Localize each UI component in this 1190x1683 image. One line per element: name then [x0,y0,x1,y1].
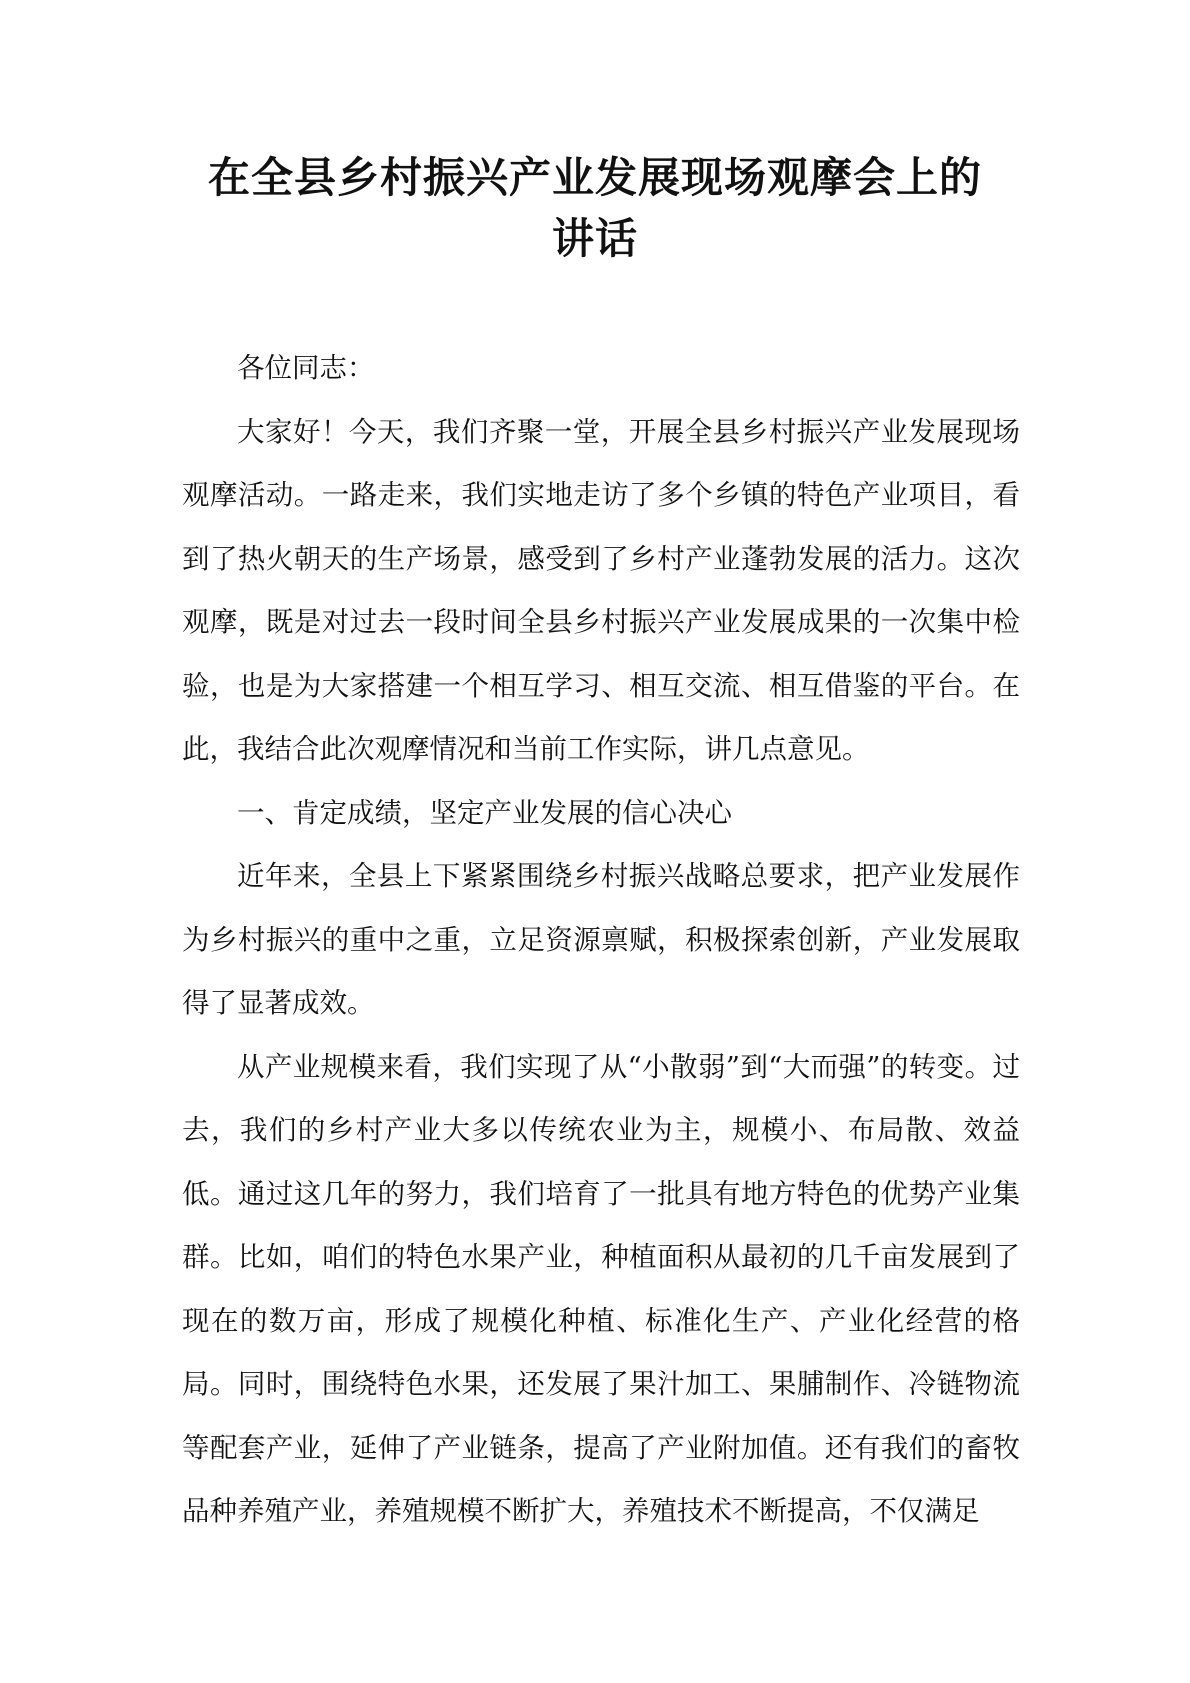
document-title-line-2: 讲话 [551,214,638,263]
salutation: 各位同志： [237,352,375,384]
section-heading-1: 一、肯定成绩，坚定产业发展的信心决心 [237,796,732,829]
paragraph-achievements: 近年来，全县上下紧紧围绕乡村振兴战略总要求，把产业发展作为乡村振兴的重中之重，立足资源禀赋，积极探索创新，产业发展取得了显著成效。 [182,860,1020,1019]
paragraph-industry-scale: 从产业规模来看，我们实现了从“小散弱”到“大而强”的转变。过去，我们的乡村产业大多以传统农业为主，规模小、布局散、效益低。通过这几年的努力，我们培育了一批具有地方特色的优势产业集群。比如，咱们的特色水果产业，种植面积从最初的几千亩发展到了现在的数万亩，形成了规模化种植、标准化生产、产业化经营的格局。同时，围绕特色水果，还发展了果汁加工、果脯制作、冷链物流等配套产业，延伸了产业链条，提高了产业附加值。还有我们的畜牧品种养殖产业，养殖规模不断扩大，养殖技术不断提高，不仅满足 [182,1050,1020,1527]
document-title-line-1: 在全县乡村振兴产业发展现场观摩会上的 [207,153,982,202]
paragraph-opening: 大家好！今天，我们齐聚一堂，开展全县乡村振兴产业发展现场观摩活动。一路走来，我们实地走访了多个乡镇的特色产业项目，看到了热火朝天的生产场景，感受到了乡村产业蓬勃发展的活力。这次观摩，既是对过去一段时间全县乡村振兴产业发展成果的一次集中检验，也是为大家搭建一个相互学习、相互交流、相互借鉴的平台。在此，我结合此次观摩情况和当前工作实际，讲几点意见。 [182,415,1020,765]
document-body [182,337,1020,1544]
